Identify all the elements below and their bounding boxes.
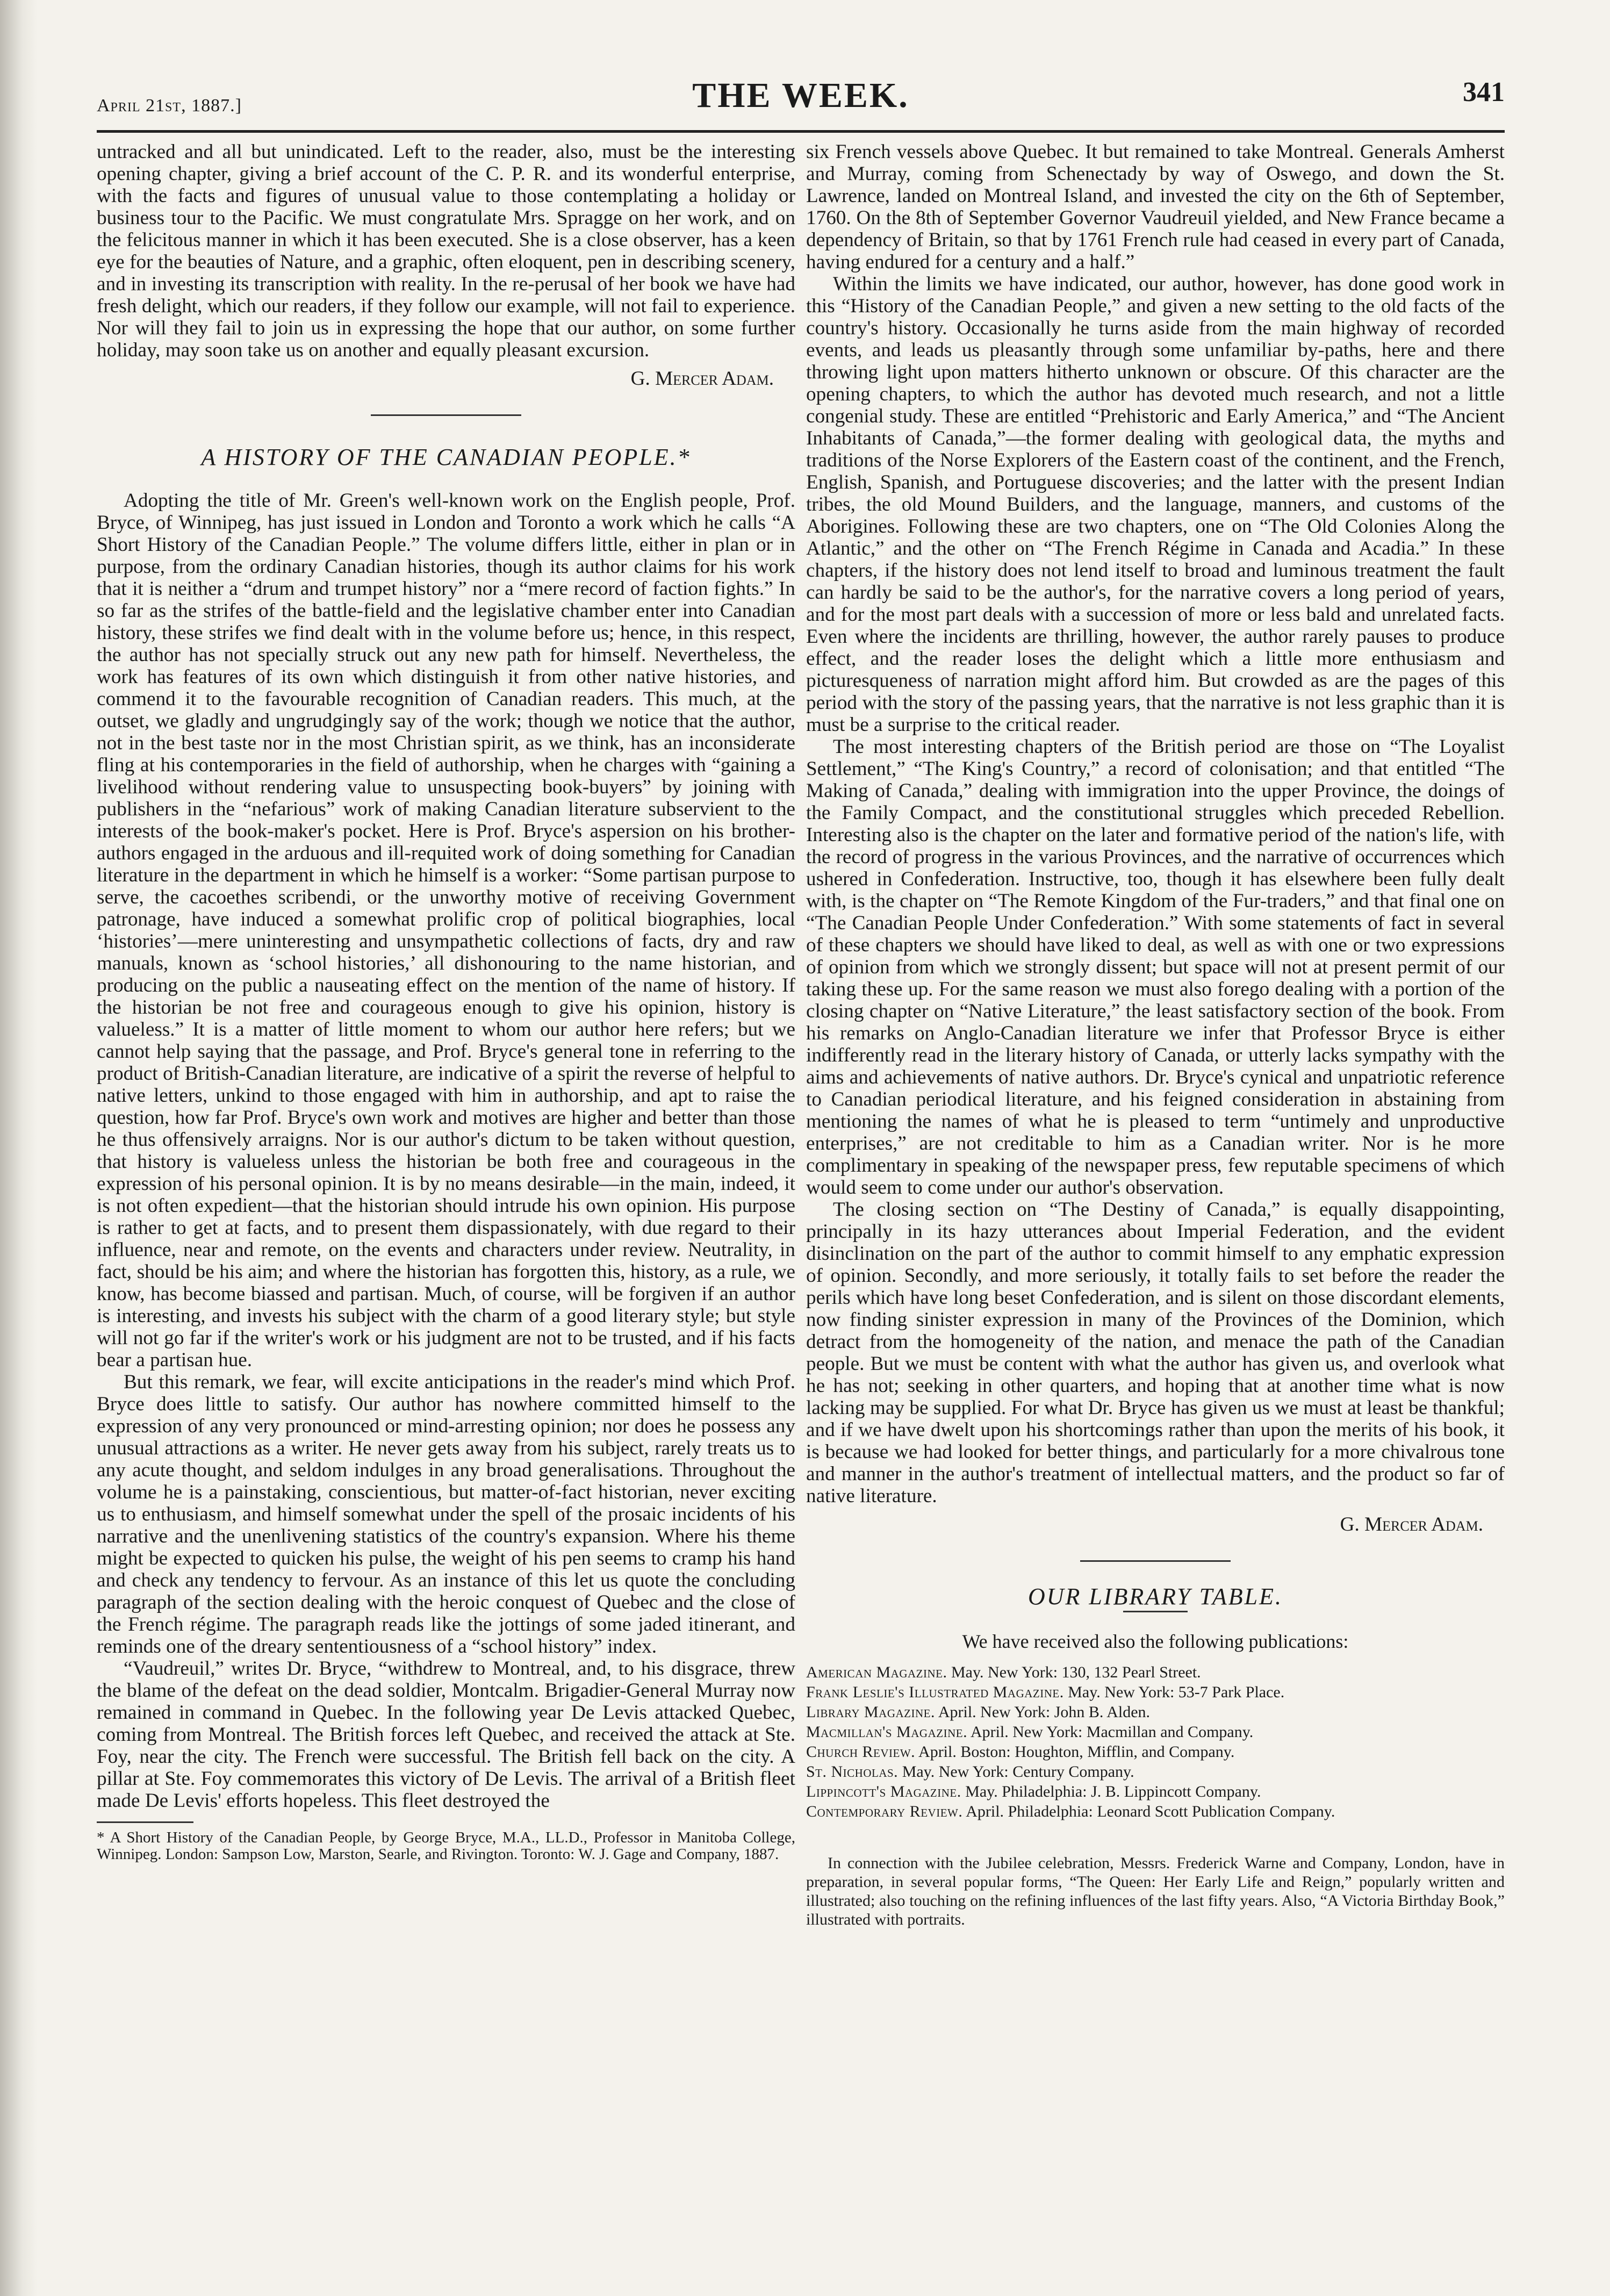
publication-name: Contemporary Review. <box>806 1803 963 1820</box>
publication-name: Frank Leslie's Illustrated Magazine. <box>806 1683 1064 1701</box>
publication-detail: May. New York: 130, 132 Pearl Street. <box>951 1663 1201 1681</box>
list-item <box>806 1682 1505 1702</box>
publication-name: Library Magazine. <box>806 1703 935 1721</box>
library-divider <box>1080 1560 1231 1562</box>
list-item <box>806 1702 1505 1722</box>
previous-review-signature: G. Mercer Adam. <box>630 368 774 390</box>
list-item <box>806 1782 1505 1802</box>
article-footnote: * A Short History of the Canadian People, by George Bryce, M.A., LL.D., Professor in Manitoba College, Winnipeg. London: Sampson Low, Marston, Searle, and Rivington. Toronto: W. J. Gage and Company, 1887. <box>97 1829 795 1863</box>
publication-detail: May. Philadelphia: J. B. Lippincott Company. <box>965 1783 1261 1800</box>
previous-review-paragraph: untracked and all but unindicated. Left to the reader, also, must be the interesting opening chapter, giving a brief account of the C. P. R. and its wonderful enterprise, with the facts and figures of unusual value to those contemplating a holiday or business tour to the Pacific. We must congratulate Mrs. Spragge on her work, and on the felicitous manner in which it has been executed. She is a close observer, has a keen eye for the beauties of Nature, and a graphic, often eloquent, pen in describing scenery, and in investing its transcription with reality. In the re-perusal of her book we have had fresh delight, which our readers, if they follow our example, will not fail to experience. Nor will they fail to join us in expressing the hope that our author, on some further holiday, may soon take us on another and equally pleasant excursion. <box>97 141 795 361</box>
article-paragraph-3: “Vaudreuil,” writes Dr. Bryce, “withdrew to Montreal, and, to his disgrace, threw the blame of the defeat on the dead soldier, Montcalm. Brigadier-General Murray now remained in command in Quebec. In the following year De Levis attacked Quebec, coming from Montreal. The British forces left Quebec, and received the attack at Ste. Foy, near the city. The French were successful. The British fell back on the city. A pillar at Ste. Foy commemorates this victory of De Levis. The arrival of a British fleet made De Levis' efforts hopeless. This fleet destroyed the <box>97 1658 795 1812</box>
publication-detail: April. New York: Macmillan and Company. <box>970 1723 1254 1741</box>
article-paragraph-4: six French vessels above Quebec. It but remained to take Montreal. Generals Amherst and Murray, coming from Schenectady by way of Oswego, and down the St. Lawrence, landed on Montreal Island, and invested the city on the 6th of September, 1760. On the 8th of September Governor Vaudreuil yielded, and New France became a dependency of Britain, so that by 1761 French rule had ceased in every part of Canada, having endured for a century and a half.” <box>806 141 1505 273</box>
publication-name: American Magazine. <box>806 1663 947 1681</box>
publication-detail: April. Philadelphia: Leonard Scott Publication Company. <box>966 1803 1335 1820</box>
publication-detail: May. New York: 53-7 Park Place. <box>1068 1683 1285 1701</box>
publication-detail: April. New York: John B. Alden. <box>938 1703 1151 1721</box>
list-item <box>806 1742 1505 1762</box>
library-title-rule <box>1123 1611 1188 1612</box>
list-item <box>806 1762 1505 1782</box>
publication-name: St. Nicholas. <box>806 1763 899 1781</box>
issue-date: April 21st, 1887.] <box>97 96 242 116</box>
publication-name: Church Review. <box>806 1743 916 1761</box>
article-paragraph-6: The most interesting chapters of the British period are those on “The Loyalist Settlement,” “The King's Country,” a record of colonisation; and that entitled “The Making of Canada,” dealing with immigration into the upper Province, the doings of the Family Compact, and the constitutional struggles which preceded Rebellion. Interesting also is the chapter on the later and formative period of the nation's life, with the record of progress in the various Provinces, and the narrative of occurrences which ushered in Confederation. Instructive, too, though it has elsewhere been fully dealt with, is the chapter on “The Remote Kingdom of the Fur-traders,” and that final one on “The Canadian People Under Confederation.” With some statements of fact in several of these chapters we should have liked to deal, as well as with one or two expressions of opinion from which we strongly dissent; but space will not at present permit of our taking these up. For the same reason we must also forego dealing with a portion of the closing chapter on “Native Literature,” the least satisfactory section of the book. From his remarks on Anglo-Canadian literature we infer that Professor Bryce is either indifferently read in the literary history of Canada, or utterly lacks sympathy with the aims and achievements of native authors. Dr. Bryce's cynical and unpatriotic reference to Canadian periodical literature, and his feigned consideration in abstaining from mentioning the names of what he is pleased to term “untimely and unproductive enterprises,” are not creditable to him as a Canadian writer. Nor is he more complimentary in speaking of the newspaper press, few reputable specimens of which would seem to come under our author's observation. <box>806 736 1505 1199</box>
jubilee-notice: In connection with the Jubilee celebration, Messrs. Frederick Warne and Company, London, have in preparation, in several popular forms, “The Queen: Her Early Life and Reign,” popularly written and illustrated; also touching on the refining influences of the last fifty years. Also, “A Victoria Birthday Book,” illustrated with portraits. <box>806 1854 1505 1928</box>
article-paragraph-5: Within the limits we have indicated, our author, however, has done good work in this “History of the Canadian People,” and given a new setting to the old facts of the country's history. Occasionally he turns aside from the main highway of recorded events, and leads us pleasantly through some unfamiliar by-paths, here and there throwing light upon matters hitherto unknown or obscure. Of this character are the opening chapters, to which the author has devoted much research, and not a little congenial study. These are entitled “Prehistoric and Early America,” and “The Ancient Inhabitants of Canada,”—the former dealing with geological data, the myths and traditions of the Norse Explorers of the Eastern coast of the continent, and the French, English, Spanish, and Portuguese discoveries; and the latter with the present Indian tribes, the old Mound Builders, and the language, manners, and customs of the Aborigines. Following these are two chapters, one on “The Old Colonies Along the Atlantic,” and the other on “The French Régime in Canada and Acadia.” In these chapters, if the history does not lend itself to broad and luminous treatment the fault can hardly be said to be the author's, for the narrative covers a long period of years, and for the most part deals with a succession of more or less bald and unrelated facts. Even where the incidents are thrilling, however, the author rarely pauses to produce effect, and the reader loses the delight which a little more enthusiasm and picturesqueness of narration might afford him. But crowded as are the pages of this period with the story of the passing years, that the narrative is not less graphic than it is must be a surprise to the critical reader. <box>806 273 1505 736</box>
binding-shadow <box>0 0 38 2296</box>
list-item <box>806 1662 1505 1682</box>
publication-detail: May. New York: Century Company. <box>902 1763 1134 1781</box>
library-intro: We have received also the following publications: <box>962 1631 1349 1652</box>
publication-name: Lippincott's Magazine. <box>806 1783 961 1800</box>
header-rule <box>97 130 1505 133</box>
publications-list <box>806 1662 1505 1821</box>
right-column <box>806 141 1505 1929</box>
left-column <box>97 141 795 1863</box>
page-number: 341 <box>1463 77 1505 107</box>
library-title: OUR LIBRARY TABLE. <box>1027 1583 1283 1610</box>
masthead-title: THE WEEK. <box>692 76 909 115</box>
article-paragraph-7: The closing section on “The Destiny of Canada,” is equally disappointing, principally in its hazy utterances about Imperial Federation, and the evident disinclination on the part of the author to commit himself to any emphatic expression of opinion. Secondly, and more seriously, it totally fails to set before the reader the perils which have long beset Confederation, and is silent on those discordant elements, now finding sinister expression in many of the Provinces of the Dominion, which detract from the homogeneity of the nation, and menace the path of the Canadian people. But we must be content with what the author has given us, and overlook what he has not; seeking in other quarters, and hoping that at another time what is now lacking may be supplied. For what Dr. Bryce has given us we must at least be thankful; and if we have dwelt upon his shortcomings rather than upon the merits of his book, it is because we had looked for better things, and particularly for a more chivalrous tone and manner in the author's treatment of intellectual matters, and the product so far of native literature. <box>806 1199 1505 1507</box>
article-title: A HISTORY OF THE CANADIAN PEOPLE.* <box>201 444 691 470</box>
list-item <box>806 1802 1505 1821</box>
article-paragraph-1: Adopting the title of Mr. Green's well-known work on the English people, Prof. Bryce, of Winnipeg, has just issued in London and Toronto a work which he calls “A Short History of the Canadian People.” The volume differs little, either in plan or in purpose, from the ordinary Canadian histories, though its author claims for his work that it is neither a “drum and trumpet history” nor a “mere record of faction fights.” In so far as the strifes of the battle-field and the legislative chamber enter into Canadian history, these strifes we find dealt with in the volume before us; hence, in this respect, the author has not specially struck out any new path for himself. Nevertheless, the work has features of its own which distinguish it from other native histories, and commend it to the favourable recognition of Canadian readers. This much, at the outset, we gladly and ungrudgingly say of the work; though we notice that the author, not in the best taste nor in the most Christian spirit, as we think, has an inconsiderate fling at his contemporaries in the field of authorship, when he charges with “gaining a livelihood without rendering value to unsuspecting book-buyers” by joining with publishers in the “nefarious” work of making Canadian literature subservient to the interests of the book-maker's pocket. Here is Prof. Bryce's aspersion on his brother-authors engaged in the arduous and ill-requited work of doing something for Canadian literature in the department in which he himself is a worker: “Some partisan purpose to serve, the cacoethes scribendi, or the unworthy motive of receiving Government patronage, have induced a somewhat prolific crop of political biographies, local ‘histories’—mere uninteresting and unsympathetic collections of facts, dry and raw manuals, known as ‘school histories,’ all dishonouring to the name historian, and producing on the public a nauseating effect on the mention of the name of history. If the historian be not free and courageous enough to give his opinion, history is valueless.” It is a matter of little moment to whom our author here refers; but we cannot help saying that the passage, and Prof. Bryce's general tone in referring to the product of British-Canadian literature, are indicative of a spirit the reverse of helpful to native letters, unkind to those engaged with him in authorship, and apt to raise the question, how far Prof. Bryce's own work and motives are higher and better than those he thus offensively arraigns. Nor is our author's dictum to be taken without question, that history is valueless unless the historian be both free and courageous in the expression of his personal opinion. It is by no means desirable—in the main, indeed, it is not often expedient—that the historian should intrude his own opinion. His purpose is rather to get at facts, and to present them dispassionately, with due regard to their influence, near and remote, on the events and characters under review. Neutrality, in fact, should be his aim; and where the historian has forgotten this, history, as a rule, we know, has become biassed and partisan. Much, of course, will be forgiven if an author is interesting, and invests his subject with the charm of a good literary style; but style will not go far if the writer's work or his judgment are not to be trusted, and if his facts bear a partisan hue. <box>97 490 795 1371</box>
publication-name: Macmillan's Magazine. <box>806 1723 968 1741</box>
footnote-divider <box>97 1821 193 1823</box>
article-signature: G. Mercer Adam. <box>1340 1513 1483 1536</box>
publication-detail: April. Boston: Houghton, Mifflin, and Company. <box>918 1743 1235 1761</box>
article-paragraph-2: But this remark, we fear, will excite anticipations in the reader's mind which Prof. Bryce does little to satisfy. Our author has nowhere committed himself to the expression of any very pronounced or mind-arresting opinion; nor does he possess any unusual attractions as a writer. He never gets away from his subject, rarely treats us to any acute thought, and seldom indulges in any broad generalisations. Throughout the volume he is a painstaking, conscientious, but matter-of-fact historian, never exciting us to enthusiasm, and himself somewhat under the spell of the prosaic incidents of his narrative and the unenlivening statistics of the country's expansion. Where his theme might be expected to quicken his pulse, the weight of his pen seems to cramp his hand and check any tendency to fervour. As an instance of this let us quote the concluding paragraph of the section dealing with the heroic conquest of Quebec and the close of the French régime. The paragraph reads like the jottings of some jaded itinerant, and reminds one of the dreary sententiousness of a “school history” index. <box>97 1371 795 1658</box>
list-item <box>806 1722 1505 1742</box>
section-divider <box>371 414 521 416</box>
page-header <box>97 64 1505 124</box>
